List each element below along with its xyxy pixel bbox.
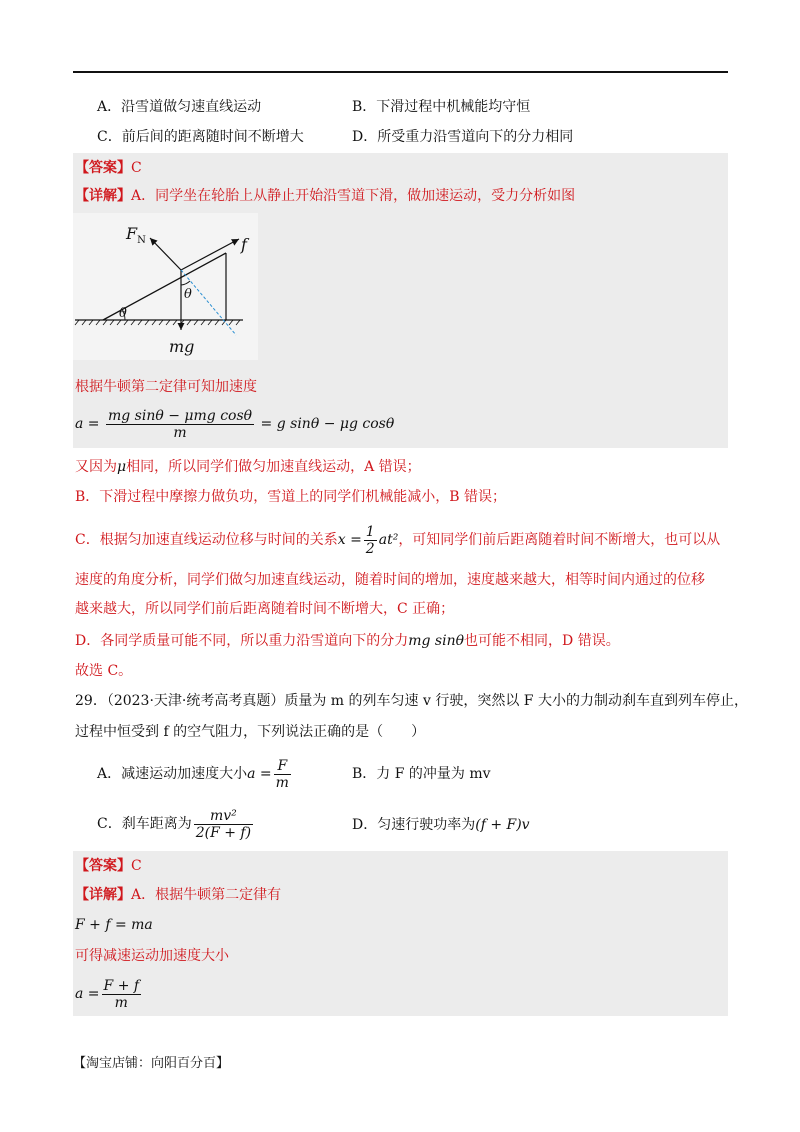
q29-eq2-den: m [114, 994, 128, 1011]
component-dashed-line [181, 270, 236, 335]
a-conclusion [75, 457, 421, 477]
c-formula-num: 1 [365, 523, 375, 540]
a-conclusion-post: 相同，所以同学们做匀加速直线运动，A 错误； [126, 459, 421, 475]
q29-intro-2: 可得减速运动加速度大小 [75, 948, 229, 964]
c-formula-den: 2 [365, 540, 375, 557]
q29-opt-a-fraction [274, 758, 291, 791]
q29-option-c [97, 806, 255, 842]
detail-label: 【详解】 [75, 887, 131, 903]
q29-stem-text-1: 质量为 m 的列车匀速 v 行驶，突然以 F 大小的力制动刹车直到列车停止， [284, 693, 748, 709]
d-text-post: 也可能不相同，D 错误。 [464, 633, 620, 649]
friction-arrow [181, 239, 239, 270]
q29-opt-c-den: 2(F + f) [195, 824, 252, 841]
eq1-denominator: m [173, 424, 187, 441]
q29-opt-d-text: D．匀速行驶功率为 [352, 817, 476, 833]
q29-equation-1: F + f = ma [75, 917, 153, 933]
f-label: f [241, 235, 247, 254]
q29-stem-1 [75, 691, 748, 711]
q29-option-a [97, 756, 293, 792]
q29-eq2-lhs: a = [75, 986, 100, 1002]
q29-opt-a-num: F [274, 758, 291, 775]
force-diagram-svg [73, 213, 258, 360]
c-explanation-1 [75, 521, 720, 559]
a-conclusion-pre: 又因为 [75, 459, 117, 475]
c-formula-lhs: x = [337, 532, 362, 548]
q28-option-b: B．下滑过程中机械能均守恒 [352, 99, 531, 115]
q28-answer [75, 158, 142, 178]
q29-answer [75, 856, 142, 876]
q28-option-a: A．沿雪道做匀速直线运动 [97, 99, 262, 115]
q29-opt-d-formula: (f + F)v [475, 817, 530, 833]
q29-eq2-fraction [102, 978, 142, 1011]
b-explanation: B．下滑过程中摩擦力做负功，雪道上的同学们机械能减小，B 错误； [75, 489, 507, 505]
eq1-fraction [106, 408, 254, 441]
answer-value: C [131, 160, 142, 176]
answer-value: C [131, 858, 142, 874]
q29-detail-a [75, 885, 281, 905]
answer-label: 【答案】 [75, 858, 131, 874]
q28-option-c: C．前后间的距离随时间不断增大 [97, 129, 304, 145]
mg-label: mg [169, 337, 195, 356]
detail-label: 【详解】 [75, 188, 131, 204]
q29-option-d [352, 815, 530, 835]
eq1-numerator: mg sinθ − μmg cosθ [107, 407, 253, 424]
q29-equation-2 [75, 976, 143, 1012]
newton-intro: 根据牛顿第二定律可知加速度 [75, 379, 257, 395]
detail-text: A．根据牛顿第二定律有 [131, 887, 282, 903]
c-explanation-3: 越来越大，所以同学们前后距离随着时间不断增大，C 正确； [75, 601, 455, 617]
q29-option-b: B．力 F 的冲量为 mv [352, 766, 491, 782]
fn-label: $F_N$ [126, 224, 146, 246]
q29-opt-c-text: C．刹车距离为 [97, 816, 192, 832]
c-formula-rhs: at² [378, 532, 399, 548]
q28-conclusion: 故选 C。 [75, 663, 133, 679]
theta-label-weight: θ [184, 287, 192, 302]
c-formula-fraction [364, 524, 377, 557]
footer-shop-name: 【淘宝店铺：向阳百分百】 [73, 1056, 230, 1071]
eq1-rhs: = g sinθ − μg cosθ [260, 416, 395, 432]
answer-label: 【答案】 [75, 160, 131, 176]
c-explanation-2: 速度的角度分析，同学们做匀加速直线运动，随着时间的增加，速度越来越大，相等时间内通过的位移 [75, 572, 705, 588]
q29-source: （2023·天津·统考高考真题） [106, 693, 285, 709]
normal-force-arrow [150, 238, 181, 270]
q29-opt-a-text: A．减速运动加速度大小 [97, 766, 248, 782]
q29-opt-a-lhs: a = [247, 766, 272, 782]
q28-option-d: D．所受重力沿雪道向下的分力相同 [352, 129, 574, 145]
d-text-pre: D．各同学质量可能不同，所以重力沿雪道向下的分力 [75, 633, 409, 649]
c-text-pre: C．根据匀加速直线运动位移与时间的关系 [75, 532, 338, 548]
q29-opt-c-fraction [194, 808, 253, 841]
eq1-lhs: a = [75, 416, 100, 432]
q28-detail-a [75, 186, 575, 206]
d-explanation [75, 631, 620, 651]
header-rule [73, 71, 728, 73]
mu-symbol: μ [117, 459, 127, 475]
detail-text: A．同学坐在轮胎上从静止开始沿雪道下滑，做加速运动，受力分析如图 [131, 188, 576, 204]
q29-stem-2: 过程中恒受到 f 的空气阻力，下列说法正确的是（ ） [75, 724, 426, 740]
weight-angle-arc [181, 281, 190, 285]
force-diagram [73, 213, 258, 360]
theta-label-incline: θ [119, 306, 127, 321]
ground-hatching [75, 320, 240, 325]
q29-eq2-num: F + f [103, 977, 140, 994]
c-text-post: ，可知同学们前后距离随着时间不断增大，也可以从 [398, 532, 721, 548]
d-formula: mg sinθ [408, 633, 465, 649]
q28-equation-1 [75, 405, 394, 443]
q29-opt-c-num: mv² [194, 808, 253, 825]
q29-answer-panel [73, 851, 728, 1016]
q29-opt-a-den: m [275, 774, 289, 791]
q29-number: 29． [75, 693, 107, 709]
